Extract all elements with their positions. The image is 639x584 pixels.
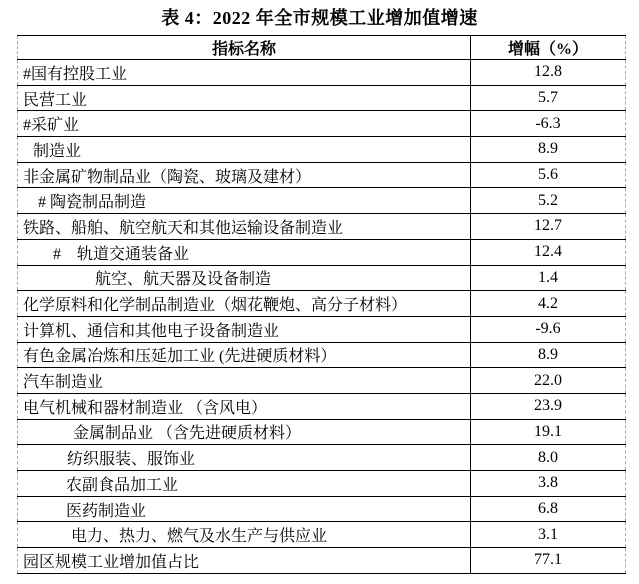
growth-value: 5.7	[471, 85, 626, 111]
indicator-label: 计算机、通信和其他电子设备制造业	[18, 316, 471, 342]
growth-value: 3.1	[471, 522, 626, 548]
indicator-label: 园区规模工业增加值占比	[18, 548, 471, 574]
indicator-label: 医药制造业	[18, 496, 471, 522]
indicator-label: # 陶瓷制品制造	[18, 188, 471, 214]
growth-value: -9.6	[471, 316, 626, 342]
indicator-label: 非金属矿物制品业（陶瓷、玻璃及建材）	[18, 162, 471, 188]
indicator-label: 有色金属冶炼和压延加工业 (先进硬质材料）	[18, 342, 471, 368]
indicator-label: # 轨道交通装备业	[18, 239, 471, 265]
indicator-label: 铁路、船舶、航空航天和其他运输设备制造业	[18, 214, 471, 240]
table-row	[18, 188, 626, 214]
growth-value: 22.0	[471, 368, 626, 394]
header-indicator-name: 指标名称	[18, 36, 471, 60]
table-row	[18, 368, 626, 394]
indicator-label: 化学原料和化学制品制造业（烟花鞭炮、高分子材料）	[18, 291, 471, 317]
growth-value: 8.9	[471, 137, 626, 163]
table-row	[18, 162, 626, 188]
indicator-label: 电力、热力、燃气及水生产与供应业	[18, 522, 471, 548]
table-row	[18, 496, 626, 522]
table-row	[18, 291, 626, 317]
table-row	[18, 445, 626, 471]
growth-value: 8.9	[471, 342, 626, 368]
table-row	[18, 60, 626, 86]
growth-value: 1.4	[471, 265, 626, 291]
growth-value: 5.6	[471, 162, 626, 188]
header-row	[18, 36, 626, 60]
growth-value: 12.4	[471, 239, 626, 265]
indicator-label: 金属制品业 （含先进硬质材料）	[18, 419, 471, 445]
header-growth-percent: 增幅（%）	[471, 36, 626, 60]
table-row	[18, 471, 626, 497]
growth-value: 77.1	[471, 548, 626, 574]
indicator-label: 制造业	[18, 137, 471, 163]
indicator-label: 汽车制造业	[18, 368, 471, 394]
table-row	[18, 342, 626, 368]
growth-value: 23.9	[471, 393, 626, 419]
table-row	[18, 522, 626, 548]
table-row	[18, 214, 626, 240]
indicator-label: 电气机械和器材制造业 （含风电）	[18, 393, 471, 419]
growth-value: 12.7	[471, 214, 626, 240]
table-row	[18, 548, 626, 574]
indicator-label: 纺织服装、服饰业	[18, 445, 471, 471]
table-row	[18, 137, 626, 163]
table-title: 表 4：2022 年全市规模工业增加值增速	[161, 8, 478, 28]
table-row	[18, 419, 626, 445]
indicator-label: #采矿业	[18, 111, 471, 137]
table-row	[18, 239, 626, 265]
table-header	[18, 36, 626, 60]
growth-value: 6.8	[471, 496, 626, 522]
growth-value: 3.8	[471, 471, 626, 497]
growth-value: 12.8	[471, 60, 626, 86]
table-row	[18, 393, 626, 419]
table-row	[18, 265, 626, 291]
growth-value: 4.2	[471, 291, 626, 317]
table-row	[18, 316, 626, 342]
indicator-label: 民营工业	[18, 85, 471, 111]
indicator-label: #国有控股工业	[18, 60, 471, 86]
growth-value: 5.2	[471, 188, 626, 214]
indicator-label: 航空、航天器及设备制造	[18, 265, 471, 291]
table-row	[18, 85, 626, 111]
table-body	[18, 60, 626, 574]
table-row	[18, 111, 626, 137]
indicator-label: 农副食品加工业	[18, 471, 471, 497]
industry-growth-table	[17, 35, 626, 574]
growth-value: 8.0	[471, 445, 626, 471]
growth-value: 19.1	[471, 419, 626, 445]
growth-value: -6.3	[471, 111, 626, 137]
